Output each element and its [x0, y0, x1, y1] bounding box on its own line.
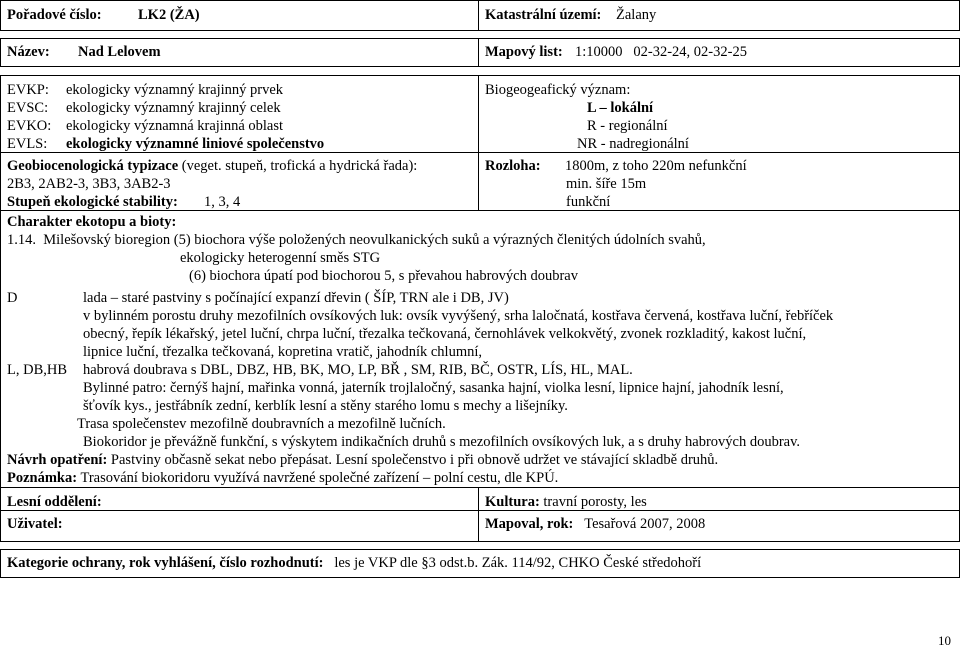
charakter-line-2: ekologicky heterogenní směs STG: [180, 250, 381, 266]
nazev-label: Název:: [7, 44, 50, 60]
kultura-value: travní porosty, les: [543, 494, 647, 510]
rozloha-width: min. šíře 15m: [566, 176, 647, 192]
poradove-value: LK2 (ŽA): [138, 7, 200, 23]
poznamka-label: Poznámka:: [7, 470, 78, 486]
mapovy-label: Mapový list:: [485, 44, 563, 60]
navrh-text: Pastviny občasně sekat nebo přepásat. Lesní společenstvo i při obnově udržet ve stávající skladbě druhů.: [110, 452, 719, 468]
l-line-5: Biokoridor je převážně funkční, s výskytem indikačních druhů s mezofilních ovsíkových luk, a s druhy habrových doubrav.: [83, 434, 801, 450]
geobio-value: 2B3, 2AB2-3, 3B3, 3AB2-3: [7, 176, 171, 192]
stability-value: 1, 3, 4: [204, 194, 241, 210]
page-number: 10: [938, 633, 951, 648]
biogeo-local: L – lokální: [587, 100, 654, 116]
d-line-4: lipnice luční, třezalka tečkovaná, kopretina vratič, jahodník chlumní,: [83, 344, 483, 360]
d-line-3: obecný, řepík lékařský, jetel luční, chrpa luční, třezalka tečkovaná, černohlávek velkokvětý, zvonek rozkladitý, kakost luční,: [83, 326, 807, 342]
mapovy-value: 1:10000 02-32-24, 02-32-25: [575, 44, 747, 60]
l-line-4: Trasa společenstev mezofilně doubravních a mezofilně lučních.: [77, 416, 446, 432]
uzivatel-label: Uživatel:: [7, 516, 63, 532]
mapoval-value: Tesařová 2007, 2008: [584, 516, 706, 532]
header-divider-1: [478, 0, 479, 31]
geobio-label: [7, 157, 417, 175]
abbr-text-1: ekologicky významný krajinný prvek: [66, 82, 284, 98]
abbr-text-4: ekologicky významné liniové společenstvo: [66, 136, 325, 152]
abbr-code-2: EVSC:: [7, 100, 49, 116]
d-line-2: v bylinném porostu druhy mezofilních ovsíkových luk: ovsík vyvýšený, srha laločnatá, kostřava červená, kostřava luční, řebříček: [83, 308, 834, 324]
mapoval-label: Mapoval, rok:: [485, 516, 574, 532]
header-divider-2: [478, 38, 479, 67]
lesni-label: Lesní oddělení:: [7, 494, 102, 510]
charakter-label: Charakter ekotopu a bioty:: [7, 214, 177, 230]
rozloha-value: 1800m, z toho 220m nefunkční: [565, 158, 747, 174]
biogeo-label: Biogeogeafický význam:: [485, 82, 631, 98]
navrh-row: [7, 451, 718, 469]
abbr-code-1: EVKP:: [7, 82, 49, 98]
kultura-label: Kultura:: [485, 494, 540, 510]
kategorie-row: [7, 554, 701, 572]
poznamka-text: Trasování biokoridoru využívá navržené společné zařízení – polní cestu, dle KPÚ.: [80, 470, 559, 486]
main-hline-3: [0, 487, 960, 488]
charakter-line-3: (6) biochora úpatí pod biochorou 5, s převahou habrových doubrav: [189, 268, 578, 284]
kategorie-value: les je VKP dle §3 odst.b. Zák. 114/92, CHKO České středohoří: [334, 555, 702, 571]
main-divider-top: [478, 75, 479, 210]
rozloha-state: funkční: [566, 194, 611, 210]
poznamka-row: [7, 469, 558, 487]
geobio-label-bold: Geobiocenologická typizace: [7, 158, 179, 174]
d-code: D: [7, 290, 18, 306]
geobio-label-rest: (veget. stupeň, trofická a hydrická řada):: [181, 158, 418, 174]
navrh-label: Návrh opatření:: [7, 452, 108, 468]
mapoval-row: [485, 515, 705, 533]
l-line-3: šťovík kys., jestřábník zední, kerblík lesní a stěny starého lomu s mechy a lišejníky.: [83, 398, 568, 414]
abbr-text-3: ekologicky významná krajinná oblast: [66, 118, 284, 134]
abbr-code-4: EVLS:: [7, 136, 48, 152]
rozloha-label: Rozloha:: [485, 158, 541, 174]
d-line-1: lada – staré pastviny s počínající expanzí dřevin ( ŠÍP, TRN ale i DB, JV): [83, 290, 509, 306]
biogeo-supraregional: NR - nadregionální: [577, 136, 689, 152]
nazev-value: Nad Lelovem: [78, 44, 161, 60]
kultura-row: [485, 493, 647, 511]
stability-label: Stupeň ekologické stability:: [7, 194, 178, 210]
main-hline-4: [0, 510, 960, 511]
katastralni-value: Žalany: [616, 7, 657, 23]
main-divider-bottom: [478, 487, 479, 542]
charakter-line-1: 1.14. Milešovský bioregion (5) biochora výše položených neovulkanických suků a výrazných členitých údolních svahů,: [7, 232, 706, 248]
l-line-2: Bylinné patro: černýš hajní, mařinka vonná, jaterník trojlaločný, sasanka hajní, violka lesní, lipnice hajní, jahodník lesní,: [83, 380, 784, 396]
poradove-label: Pořadové číslo:: [7, 7, 102, 23]
abbr-code-3: EVKO:: [7, 118, 52, 134]
abbr-text-2: ekologicky významný krajinný celek: [66, 100, 281, 116]
kategorie-label: Kategorie ochrany, rok vyhlášení, číslo rozhodnutí:: [7, 555, 324, 571]
katastralni-label: Katastrální území:: [485, 7, 602, 23]
l-code: L, DB,HB: [7, 362, 68, 378]
biogeo-regional: R - regionální: [587, 118, 668, 134]
l-line-1: habrová doubrava s DBL, DBZ, HB, BK, MO, LP, BŘ , SM, RIB, BČ, OSTR, LÍS, HL, MAL.: [83, 362, 633, 378]
